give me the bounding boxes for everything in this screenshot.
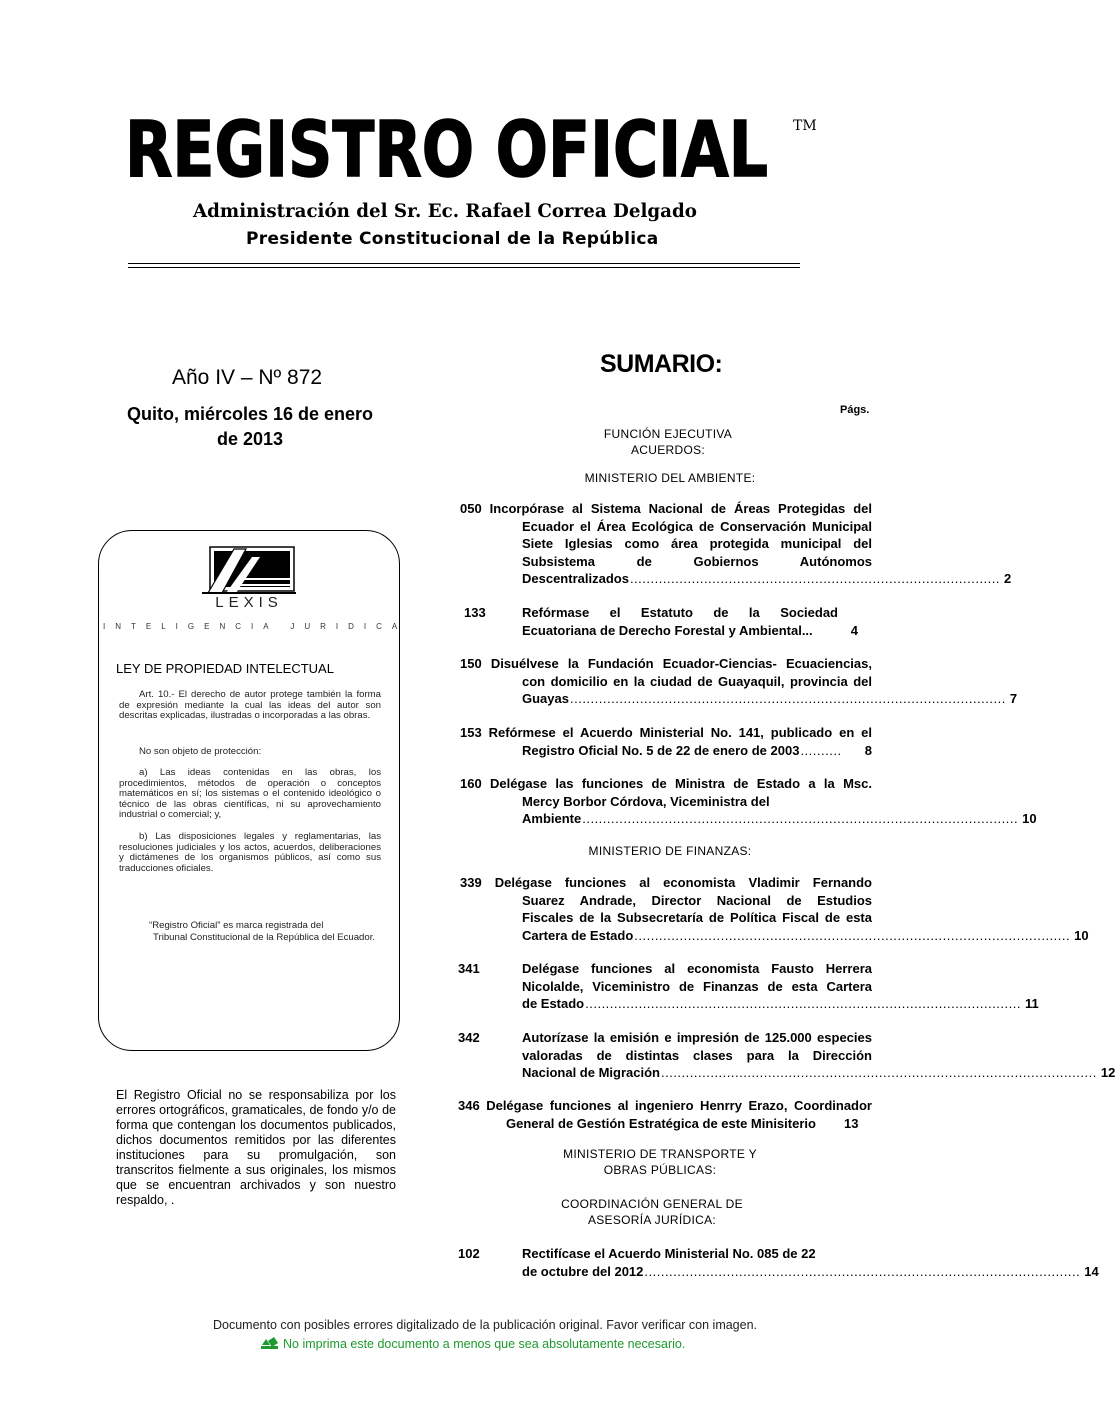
page-number: 13 [844,1115,859,1131]
art10-text: Art. 10.- El derecho de autor protege también la forma de expresión mediante la cual las ideas del autor son descritas explicadas, ilustradas o incorporadas a las obras. [119,689,381,721]
entry-153: 153 Refórmese el Acuerdo Ministerial No. 141, publicado en el Registro Oficial No. 5 de 22 de enero de 2003 .......... 8 [460,725,872,758]
pages-label: Págs. [840,404,870,416]
page-number: 4 [850,622,858,638]
section-ministerio-transporte: MINISTERIO DE TRANSPORTE Y OBRAS PÚBLICAS: [563,1147,757,1177]
entry-346: 346 Delégase funciones al ingeniero Henrry Erazo, Coordinador General de Gestión Estratégica de este Minisiterio 13 [458,1098,872,1131]
page-number: 10 [1074,927,1089,943]
sumario-title: SUMARIO: [600,350,723,378]
entry-133: 133 Refórmase el Estatuto de la Sociedad Ecuatoriana de Derecho Forestal y Ambiental... 4 [464,605,858,638]
page-number: 11 [1024,996,1039,1011]
footer-print-notice: No imprima este documento a menos que sea absolutamente necesario. [283,1337,686,1351]
entry-342: 342 Autorízase la emisión e impresión de 125.000 especies valoradas de distintas clases para la Dirección Nacional de Migración .......................................................................................................... 12 [458,1030,1115,1080]
entry-160: 160 Delégase las funciones de Ministra de Estado a la Msc. Mercy Borbor Córdova, Viceministra del Ambiente .......................................................................................................... 10 [460,776,1037,826]
item-a-text: a) Las ideas contenidas en las obras, los procedimientos, métodos de operación o conceptos matemáticos en sí; los sistemas o el contenido ideológico o técnico de las obras científicas, ni su aprovechamiento industrial o comercial; y, [119,767,381,820]
section-funcion-ejecutiva: FUNCIÓN EJECUTIVA ACUERDOS: [603,427,733,457]
trademark-line-2: Tribunal Constitucional de la República del Ecuador. [153,932,376,943]
page-number: 12 [1100,1065,1115,1080]
trademark-line-1: “Registro Oficial” es marca registrada del [149,920,324,931]
trademark-symbol: TM [793,118,817,134]
disclaimer-text: El Registro Oficial no se responsabiliza por los errores ortográficos, gramaticales, de fondo y/o de forma que contengan los documentos publicados, dichos documentos remitidos por las diferentes instituciones para su promulgación, son transcritos fielmente a sus originales, los mismos que se encuentran archivados y son nuestro respaldo, . [116,1088,396,1207]
masthead-rule-top [128,263,800,264]
law-title: LEY DE PROPIEDAD INTELECTUAL [116,661,334,676]
item-b-text: b) Las disposiciones legales y reglamentarias, las resoluciones judiciales y los actos, acuerdos, deliberaciones y dictámenes de los organismos públicos, así como sus traducciones oficiales. [119,831,381,874]
lexis-logo-icon [200,543,298,595]
section-coordinacion-general: COORDINACIÓN GENERAL DE ASESORÍA JURÍDICA: [561,1197,743,1227]
page-number: 10 [1022,811,1037,826]
entry-102: 102 Rectifícase el Acuerdo Ministerial No. 085 de 22 de octubre del 2012 .......................................................................................................... 14 [458,1246,1099,1279]
page-number: 2 [1004,571,1012,586]
footer-scan-notice: Documento con posibles errores digitalizado de la publicación original. Favor verificar con imagen. [212,1318,758,1332]
entry-050: 050 Incorpórase al Sistema Nacional de Áreas Protegidas del Ecuador el Área Ecológica de Conservación Municipal Siete Iglesias como área protegida municipal del Subsistema de Gobiernos Autónomos Descentralizados .......................................................................................... 2 [460,501,1012,586]
issue-year-number: Año IV – Nº 872 [172,366,323,389]
entry-339: 339 Delégase funciones al economista Vladimir Fernando Suarez Andrade, Director Nacional de Estudios Fiscales de la Subsecretaría de Política Fiscal de esta Cartera de Estado .......................................................................................................... 10 [460,875,1089,943]
trademark-note [149,920,375,944]
lexis-wordmark: LEXIS [215,594,283,611]
entry-150: 150 Disuélvese la Fundación Ecuador-Ciencias- Ecuaciencias, con domicilio en la ciudad de Guayaquil, provincia del Guayas .......................................................................................................... 7 [460,656,1018,706]
section-ministerio-ambiente: MINISTERIO DEL AMBIENTE: [584,471,756,485]
page-number: 8 [864,742,872,758]
section-ministerio-finanzas: MINISTERIO DE FINANZAS: [588,844,752,858]
masthead-title: REGISTRO OFICIAL [125,106,769,195]
page-number: 14 [1084,1263,1099,1279]
no-objeto-text: No son objeto de protección: [139,746,262,757]
masthead-rule-bottom [128,267,800,268]
president-line: Presidente Constitucional de la República [246,229,659,249]
recycle-print-icon [260,1335,280,1350]
entry-341: 341 Delégase funciones al economista Fausto Herrera Nicolalde, Viceministro de Finanzas de esta Cartera de Estado .......................................................................................................... 11 [458,961,1039,1011]
lexis-tagline: INTELIGENCIA JURIDICA [103,622,408,631]
issue-date: Quito, miércoles 16 de enero de 2013 [126,404,374,449]
administration-line: Administración del Sr. Ec. Rafael Correa Delgado [193,200,697,222]
page-number: 7 [1009,691,1018,706]
